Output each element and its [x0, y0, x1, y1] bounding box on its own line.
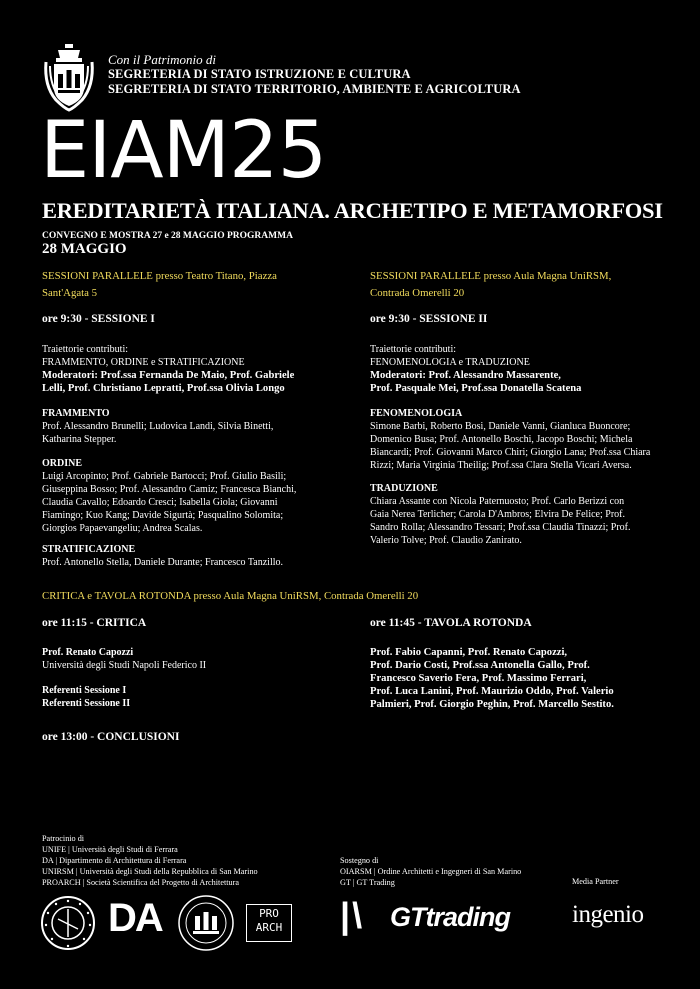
convegno-line: CONVEGNO E MOSTRA 27 e 28 MAGGIO PROGRAMMA	[42, 231, 293, 241]
unirsm-seal-logo	[177, 894, 235, 952]
critica-title: ore 11:15 - CRITICA	[42, 617, 147, 629]
group-heading: ORDINE	[42, 458, 83, 469]
sostegno-label: Sostegno di	[340, 856, 379, 865]
tavola-line: Francesco Saverio Fera, Prof. Massimo Ferrari,	[370, 673, 587, 684]
secretariat-education: SEGRETERIA DI STATO ISTRUZIONE E CULTURA	[108, 67, 411, 81]
right-moderators-2: Prof. Pasquale Mei, Prof.ssa Donatella Scatena	[370, 383, 582, 394]
group-line: Valerio Tolve; Prof. Claudio Zanirato.	[370, 535, 522, 546]
left-venue-line2: Sant'Agata 5	[42, 287, 98, 299]
group-line: Katharina Stepper.	[42, 434, 117, 445]
left-moderators-1: Moderatori: Prof.ssa Fernanda De Maio, Prof. Gabriele	[42, 370, 295, 381]
patrocinio-line: PROARCH | Società Scientifica del Progetto di Architettura	[42, 878, 239, 887]
group-heading: TRADUZIONE	[370, 483, 438, 494]
critica-venue: CRITICA e TAVOLA ROTONDA presso Aula Magna UniRSM, Contrada Omerelli 20	[42, 590, 419, 602]
left-venue	[42, 268, 342, 302]
group-line: Luigi Arcopinto; Prof. Gabriele Bartocci; Prof. Giulio Basili;	[42, 471, 287, 482]
patrocinio-line: UNIFE | Università degli Studi di Ferrara	[42, 845, 178, 854]
left-traj-label: Traiettorie contributi:	[42, 344, 129, 355]
sostegno-line: GT | GT Trading	[340, 878, 395, 887]
event-subtitle: EREDITARIETÀ ITALIANA. ARCHETIPO E METAMORFOSI	[42, 198, 663, 223]
patrocinio-line: DA | Dipartimento di Architettura di Ferrara	[42, 856, 187, 865]
sostegno-block	[340, 855, 560, 888]
left-group-ordine	[42, 457, 352, 535]
right-group-traduzione	[370, 482, 690, 547]
right-group-fenomenologia	[370, 407, 690, 472]
conclusioni-title: ore 13:00 - CONCLUSIONI	[42, 731, 180, 743]
group-heading: FRAMMENTO	[42, 408, 110, 419]
session-i-title: ore 9:30 - SESSIONE I	[42, 313, 155, 325]
group-line: Fiamingo; Kuo Kang; Davide Sigurtà; Pasqualino Solomita;	[42, 510, 284, 521]
patrocinio-line: UNIRSM | Università degli Studi della Repubblica di San Marino	[42, 867, 258, 876]
group-heading: STRATIFICAZIONE	[42, 544, 136, 555]
critica-affiliation: Università degli Studi Napoli Federico II	[42, 660, 207, 671]
session-ii-title: ore 9:30 - SESSIONE II	[370, 313, 488, 325]
oiarsm-logo: |\	[340, 895, 365, 936]
referents-session-i: Referenti Sessione I	[42, 685, 127, 696]
tavola-line: Palmieri, Prof. Giorgio Peghin, Prof. Marcello Sestito.	[370, 699, 614, 710]
header-intro: Con il Patrimonio di	[108, 52, 216, 67]
media-partner-label: Media Partner	[572, 877, 619, 886]
right-traj-label: Traiettorie contributi:	[370, 344, 457, 355]
left-venue-line1: SESSIONI PARALLELE presso Teatro Titano, Piazza	[42, 270, 277, 282]
event-date: 28 MAGGIO	[42, 241, 127, 257]
left-group-stratificazione	[42, 543, 352, 569]
group-line: Giorgios Papaevangeliu; Andrea Scalas.	[42, 523, 203, 534]
secretariat-territory: SEGRETERIA DI STATO TERRITORIO, AMBIENTE E AGRICOLTURA	[108, 82, 521, 96]
group-line: Prof. Antonello Stella, Daniele Durante; Francesco Tanzillo.	[42, 557, 283, 568]
right-venue	[370, 268, 670, 302]
right-trajectories	[370, 343, 680, 395]
group-line: Sandro Rolla; Alessandro Tessari; Prof.ssa Claudia Tinazzi; Prof.	[370, 522, 631, 533]
tavola-line: Prof. Luca Lanini, Prof. Maurizio Oddo, Prof. Valerio	[370, 686, 614, 697]
group-line: Chiara Assante con Nicola Paternuosto; Prof. Carlo Berizzi con	[370, 496, 625, 507]
right-moderators-1: Moderatori: Prof. Alessandro Massarente,	[370, 370, 561, 381]
referents-session-ii: Referenti Sessione II	[42, 698, 131, 709]
right-venue-line1: SESSIONI PARALLELE presso Aula Magna UniRSM,	[370, 270, 612, 282]
critica-referents	[42, 684, 342, 710]
right-traj-value: FENOMENOLOGIA e TRADUZIONE	[370, 357, 530, 368]
coat-of-arms-logo	[42, 42, 96, 112]
group-line: Gaia Nerea Terlicher; Carola D'Ambros; Elvira De Felice; Prof.	[370, 509, 625, 520]
group-heading: FENOMENOLOGIA	[370, 408, 463, 419]
group-line: Prof. Alessandro Brunelli; Ludovica Landi, Silvia Binetti,	[42, 421, 274, 432]
gt-trading-logo: GTtrading	[390, 902, 510, 932]
tavola-line: Prof. Fabio Capanni, Prof. Renato Capozzi,	[370, 647, 568, 658]
critica-speaker: Prof. Renato Capozzi	[42, 647, 134, 658]
group-line: Rizzi; Maria Virginia Theilig; Prof.ssa Clara Stella Vicari Aversa.	[370, 460, 632, 471]
left-moderators-2: Lelli, Prof. Christiano Lepratti, Prof.ssa Olivia Longo	[42, 383, 285, 394]
left-trajectories	[42, 343, 352, 395]
tavola-rotonda-title: ore 11:45 - TAVOLA ROTONDA	[370, 617, 532, 629]
patrocinio-label: Patrocinio di	[42, 834, 85, 843]
proarch-logo	[246, 904, 292, 942]
critica-speaker-block	[42, 646, 342, 672]
da-logo: DA	[108, 896, 162, 940]
ingenio-logo: ingenio	[572, 901, 644, 928]
group-line: Domenico Busa; Prof. Antonello Boschi, Jacopo Boschi; Michela	[370, 434, 633, 445]
left-group-frammento	[42, 407, 352, 446]
group-line: Claudia Cavallo; Edoardo Cresci; Isabella Giola; Giovanni	[42, 497, 278, 508]
sostegno-line: OIARSM | Ordine Architetti e Ingegneri di San Marino	[340, 867, 522, 876]
group-line: Biancardi; Prof. Giovanni Marco Chiri; Giorgio Lana; Prof.ssa Chiara	[370, 447, 651, 458]
unife-seal-logo	[40, 895, 96, 951]
proarch-pro: PRO	[259, 907, 279, 920]
tavola-line: Prof. Dario Costi, Prof.ssa Antonella Gallo, Prof.	[370, 660, 590, 671]
proarch-arch: ARCH	[255, 921, 283, 934]
event-title: EIAM25	[40, 106, 327, 196]
group-line: Giuseppina Bosso; Prof. Alessandro Camiz; Francesca Bianchi,	[42, 484, 297, 495]
right-venue-line2: Contrada Omerelli 20	[370, 287, 465, 299]
patrocinio-block	[42, 833, 332, 888]
group-line: Simone Barbi, Roberto Bosi, Daniele Vanni, Gianluca Buoncore;	[370, 421, 631, 432]
tavola-rotonda-speakers	[370, 646, 690, 711]
left-traj-value: FRAMMENTO, ORDINE e STRATIFICAZIONE	[42, 357, 245, 368]
